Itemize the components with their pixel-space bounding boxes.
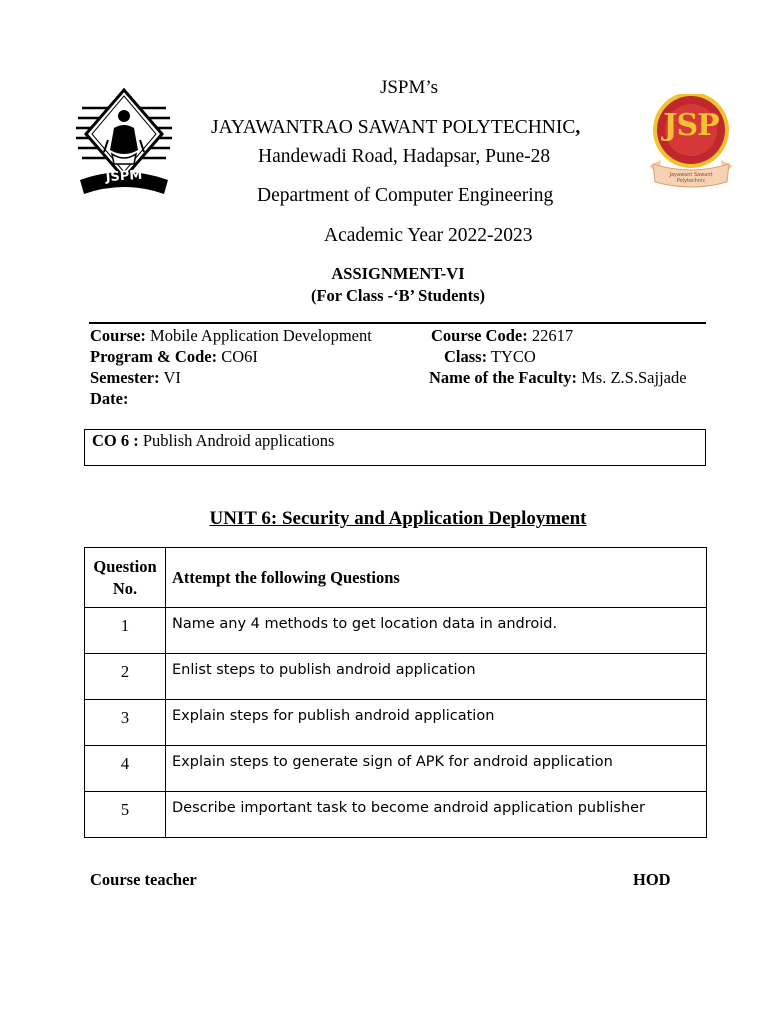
co-label: CO 6 : [92,431,139,450]
course-code-info [431,326,573,346]
table-header-row [85,548,707,608]
faculty-value: Ms. Z.S.Sajjade [577,368,687,387]
college-comma: , [575,117,581,138]
question-number: 2 [85,654,166,700]
question-text: Name any 4 methods to get location data in android. [166,608,707,654]
semester-value: VI [159,368,181,387]
jsp-logo-icon [643,94,739,194]
class-label: Class: [444,347,488,366]
academic-year: Academic Year 2022-2023 [324,225,533,246]
course-label: Course: [90,326,146,345]
question-number: 1 [85,608,166,654]
question-text: Describe important task to become android application publisher [166,792,707,838]
course-code-label: Course Code: [431,326,528,345]
question-text: Explain steps to generate sign of APK for android application [166,746,707,792]
class-info [444,347,536,367]
college-name-text: JAYAWANTRAO SAWANT POLYTECHNIC [211,117,576,138]
question-text: Enlist steps to publish android application [166,654,707,700]
assignment-title: ASSIGNMENT-VI [331,264,465,283]
program-info [90,347,258,367]
program-label: Program & Code: [90,347,218,366]
table-row [85,746,707,792]
for-class-subtitle: (For Class -‘B’ Students) [310,286,485,305]
jsp-ribbon-text: Jayawant Sawant Polytechnic [669,172,713,184]
question-number: 3 [85,700,166,746]
faculty-info [429,368,687,388]
table-row [85,654,707,700]
class-value: TYCO [487,347,536,366]
table-row [85,700,707,746]
question-number: 5 [85,792,166,838]
jspm-banner-text: JSPM [105,167,143,186]
questions-table [84,547,707,838]
header-divider [89,322,706,324]
question-text: Explain steps for publish android application [166,700,707,746]
unit-title: UNIT 6: Security and Application Deployment [209,508,587,529]
college-address: Handewadi Road, Hadapsar, Pune-28 [258,146,551,167]
course-info [90,326,372,346]
course-code-value: 22617 [527,326,574,345]
jspm-emblem-icon [74,88,174,198]
course-teacher-signature: Course teacher [90,870,197,889]
column-header-questions: Attempt the following Questions [166,548,707,608]
semester-label: Semester: [90,368,160,387]
faculty-label: Name of the Faculty: [429,368,578,387]
date-info [90,389,128,409]
college-name [211,117,580,139]
hod-signature: HOD [633,870,671,889]
table-row [85,608,707,654]
semester-info [90,368,181,388]
program-value: CO6I [217,347,258,366]
column-header-no-line2: No. [112,578,138,598]
jsp-logo-text: JSP [663,108,719,143]
table-row [85,792,707,838]
course-outcome [92,431,334,451]
question-number: 4 [85,746,166,792]
date-label: Date: [90,389,129,408]
column-header-no-line1: Question [93,556,157,576]
course-value: Mobile Application Development [145,326,372,345]
course-outcome-box [84,429,706,466]
co-text: Publish Android applications [138,431,335,450]
org-short-name: JSPM’s [379,77,439,98]
department-name: Department of Computer Engineering [257,185,554,206]
column-header-question-no [85,548,166,608]
